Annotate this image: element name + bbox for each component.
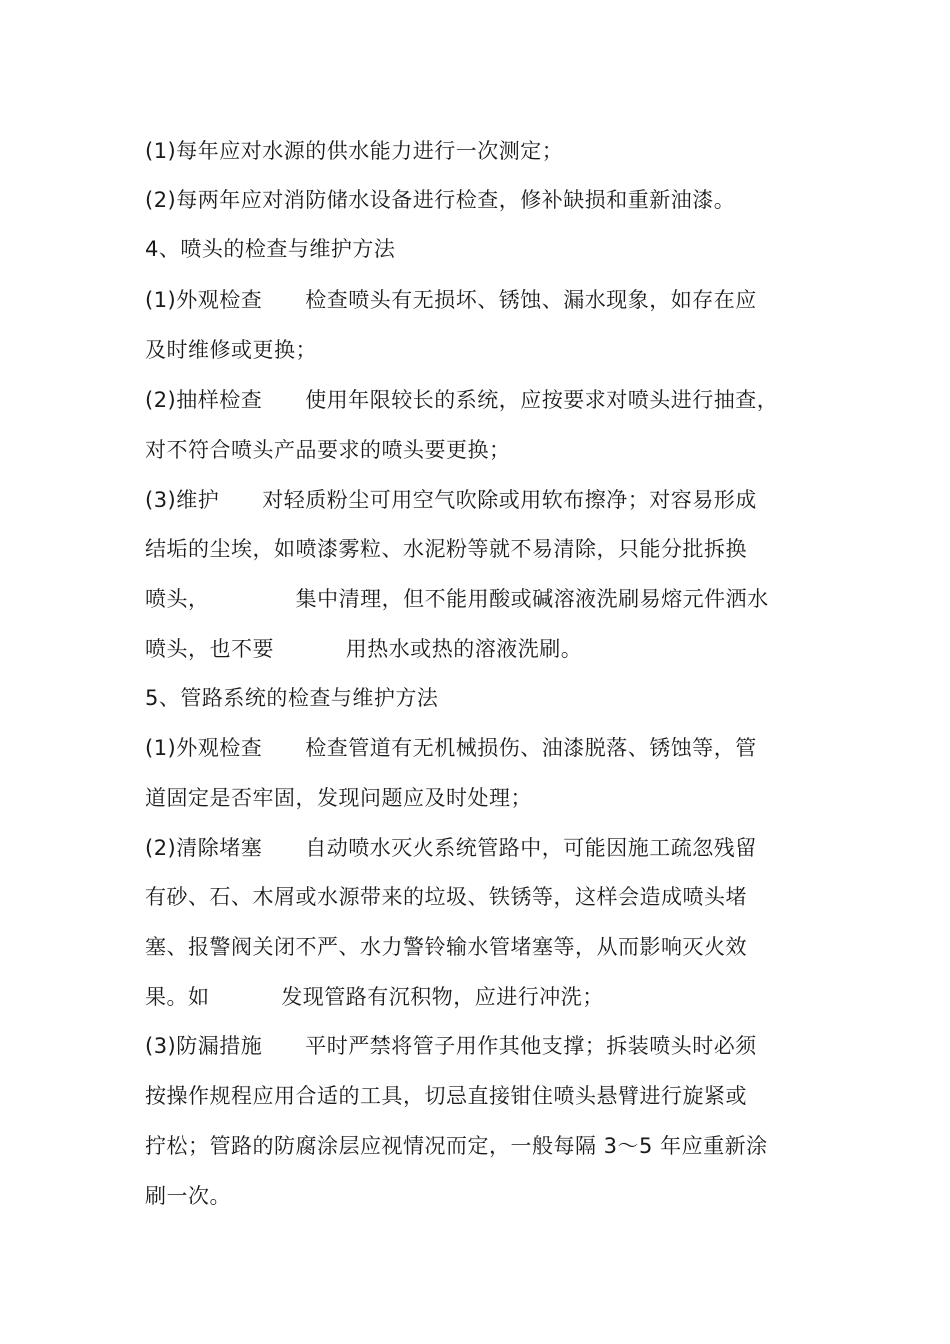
section-heading: 4、喷头的检查与维护方法 <box>145 237 396 261</box>
text-line: 塞、报警阀关闭不严、水力警铃输水管堵塞等，从而影响灭火效 <box>145 935 747 959</box>
text-line: 按操作规程应用合适的工具，切忌直接钳住喷头悬臂进行旋紧或 <box>145 1084 747 1108</box>
text-line: 对不符合喷头产品要求的喷头要更换； <box>145 438 511 462</box>
text-line: (2)每两年应对消防储水设备进行检查，修补缺损和重新油漆。 <box>145 188 736 212</box>
text-line: 道固定是否牢固，发现问题应及时处理； <box>145 786 532 810</box>
text-line: (1)每年应对水源的供水能力进行一次测定； <box>145 139 564 163</box>
text-line: 结垢的尘埃，如喷漆雾粒、水泥粉等就不易清除，只能分批拆换 <box>145 537 747 561</box>
text-line: 喷头， 集中清理，但不能用酸或碱溶液洗刷易熔元件洒水 <box>145 587 769 611</box>
text-line: 拧松；管路的防腐涂层应视情况而定，一般每隔 3～5 年应重新涂 <box>145 1134 768 1158</box>
text-line: 刷一次。 <box>145 1184 231 1208</box>
text-line: 果。如 发现管路有沉积物，应进行冲洗； <box>145 985 604 1009</box>
text-line: (1)外观检查 检查喷头有无损坏、锈蚀、漏水现象，如存在应 <box>145 288 757 312</box>
section-heading: 5、管路系统的检查与维护方法 <box>145 686 439 710</box>
text-line: (1)外观检查 检查管道有无机械损伤、油漆脱落、锈蚀等，管 <box>145 736 757 760</box>
text-line: (2)清除堵塞 自动喷水灭火系统管路中，可能因施工疏忽残留 <box>145 836 757 860</box>
text-line: 喷头，也不要 用热水或热的溶液洗刷。 <box>145 637 583 661</box>
text-line: 有砂、石、木屑或水源带来的垃圾、铁锈等，这样会造成喷头堵 <box>145 885 747 909</box>
text-line: (3)防漏措施 平时严禁将管子用作其他支撑；拆装喷头时必须 <box>145 1034 757 1058</box>
text-line: (3)维护 对轻质粉尘可用空气吹除或用软布擦净；对容易形成 <box>145 488 757 512</box>
text-line: (2)抽样检查 使用年限较长的系统，应按要求对喷头进行抽查， <box>145 388 779 412</box>
text-line: 及时维修或更换； <box>145 338 317 362</box>
